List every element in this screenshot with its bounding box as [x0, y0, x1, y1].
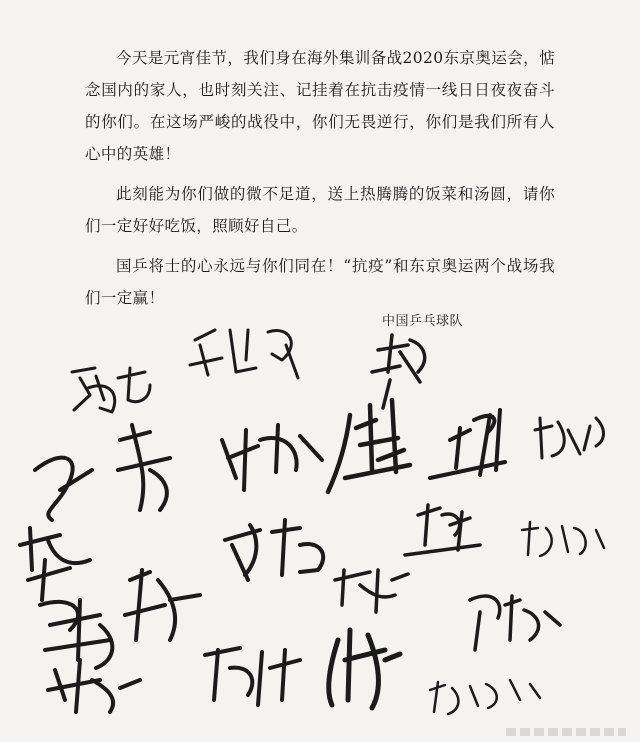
signature-12 — [522, 522, 604, 556]
signature-18 — [205, 648, 300, 705]
signature-17 — [48, 660, 140, 712]
signature-8 — [535, 418, 604, 458]
signature-5 — [222, 425, 322, 490]
signature-13 — [335, 570, 408, 612]
paragraph-1: 今天是元宵佳节，我们身在海外集训备战2020东京奥运会，惦念国内的家人，也时刻关注、记挂着在抗击疫情一线日日夜夜奋斗的你们。在这场严峻的战役中，你们无畏逆行，你们是我们所有人心中的英雄！ — [85, 49, 555, 163]
signature-11 — [405, 505, 480, 555]
signature-15 — [125, 570, 200, 640]
signature-20 — [430, 680, 540, 714]
signature-19 — [329, 630, 400, 708]
signature-3 — [372, 335, 425, 408]
signature-6 — [328, 400, 410, 492]
signature-4 — [35, 425, 170, 520]
watermark-strip — [506, 728, 626, 736]
signature-14 — [40, 600, 112, 668]
signature-2 — [190, 330, 298, 378]
signature-7 — [430, 410, 505, 478]
paragraph-2: 此刻能为你们做的微不足道，送上热腾腾的饭菜和汤圆，请你们一定好好吃饭，照顾好自己。 — [85, 185, 555, 235]
sender-line: 中国乒乓球队 — [382, 314, 464, 329]
paragraph-3: 国乒将士的心永远与你们同在！“抗疫”和东京奥运两个战场我们一定赢！ — [85, 257, 555, 307]
signature-1 — [72, 368, 150, 412]
signature-10 — [225, 520, 323, 580]
signature-16 — [470, 596, 560, 650]
signature-9 — [20, 528, 90, 600]
